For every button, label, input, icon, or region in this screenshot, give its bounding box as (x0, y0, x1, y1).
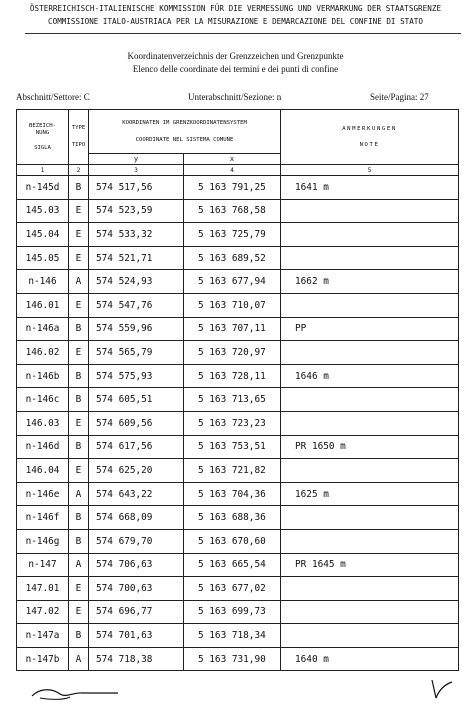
point-note: 1662 m (281, 270, 459, 294)
point-designation: 147.01 (17, 577, 69, 601)
table-row (17, 388, 459, 412)
point-note (281, 388, 459, 412)
coordinate-x: 5 163 725,79 (184, 223, 281, 247)
coordinate-x: 5 163 665,54 (184, 553, 281, 577)
point-designation: 146.03 (17, 411, 69, 435)
coordinate-y: 574 521,71 (89, 246, 184, 270)
coordinate-y: 574 609,56 (89, 411, 184, 435)
point-type: E (69, 411, 89, 435)
designation-header-de: BEZEICH-NUNG (29, 122, 56, 136)
point-type: A (69, 482, 89, 506)
coordinate-x: 5 163 677,94 (184, 270, 281, 294)
point-designation: 145.04 (17, 223, 69, 247)
table-row (17, 293, 459, 317)
point-note: PP (281, 317, 459, 341)
table-row (17, 223, 459, 247)
coordinates-header-it: COORDINATE NEL SISTEMA COMUNE (135, 136, 234, 143)
point-designation: n-146 (17, 270, 69, 294)
point-designation: n-145d (17, 176, 69, 200)
point-type: E (69, 600, 89, 624)
document-title-it: Elenco delle coordinate dei termini e dei punti di confine (132, 64, 339, 74)
y-header: y (89, 154, 184, 165)
point-note (281, 506, 459, 530)
point-designation: 145.05 (17, 246, 69, 270)
coordinate-y: 574 533,32 (89, 223, 184, 247)
point-type: B (69, 364, 89, 388)
coordinate-x: 5 163 728,11 (184, 364, 281, 388)
signature-right (428, 676, 456, 702)
point-type: E (69, 459, 89, 483)
column-number: 4 (184, 165, 281, 176)
point-type: A (69, 647, 89, 671)
table-row (17, 317, 459, 341)
point-type: E (69, 293, 89, 317)
designation-header (17, 110, 69, 165)
section-label: Abschnitt/Settore: C (16, 92, 90, 102)
table-row (17, 411, 459, 435)
page-label: Seite/Pagina: 27 (370, 92, 429, 102)
coordinate-y: 574 617,56 (89, 435, 184, 459)
notes-header-it: NOTE (359, 141, 380, 148)
table-row (17, 176, 459, 200)
coordinate-y: 574 696,77 (89, 600, 184, 624)
point-note: PR 1650 m (281, 435, 459, 459)
coordinate-x: 5 163 721,82 (184, 459, 281, 483)
notes-header-de: ANMERKUNGEN (342, 125, 397, 132)
coordinate-x: 5 163 731,90 (184, 647, 281, 671)
coordinate-x: 5 163 710,07 (184, 293, 281, 317)
table-row (17, 459, 459, 483)
point-note: PR 1645 m (281, 553, 459, 577)
coordinate-x: 5 163 723,23 (184, 411, 281, 435)
point-designation: n-146g (17, 529, 69, 553)
table-row (17, 364, 459, 388)
designation-header-it: SIGLA (34, 144, 51, 151)
coordinate-x: 5 163 689,52 (184, 246, 281, 270)
point-note (281, 600, 459, 624)
coordinate-x: 5 163 699,73 (184, 600, 281, 624)
coordinate-y: 574 625,20 (89, 459, 184, 483)
commission-title-it: COMMISSIONE ITALO-AUSTRIACA PER LA MISURAZIONE E DEMARCAZIONE DEL CONFINE DI STATO (48, 17, 423, 26)
type-header-de: TYPE (71, 125, 86, 131)
header-divider (25, 33, 461, 34)
point-note (281, 459, 459, 483)
table-row (17, 577, 459, 601)
point-designation: n-147a (17, 624, 69, 648)
point-note: 1646 m (281, 364, 459, 388)
coordinate-x: 5 163 670,60 (184, 529, 281, 553)
point-note: 1641 m (281, 176, 459, 200)
table-row (17, 506, 459, 530)
coordinate-x: 5 163 688,36 (184, 506, 281, 530)
table-row (17, 553, 459, 577)
table-row (17, 199, 459, 223)
coordinate-y: 574 605,51 (89, 388, 184, 412)
point-note: 1625 m (281, 482, 459, 506)
table-row (17, 341, 459, 365)
point-designation: n-146a (17, 317, 69, 341)
coordinates-table (16, 109, 459, 671)
coordinate-y: 574 643,22 (89, 482, 184, 506)
point-type: B (69, 176, 89, 200)
point-designation: 146.04 (17, 459, 69, 483)
coordinate-y: 574 524,93 (89, 270, 184, 294)
point-type: E (69, 223, 89, 247)
point-type: B (69, 529, 89, 553)
column-number-row (17, 165, 459, 176)
point-designation: n-147b (17, 647, 69, 671)
point-type: E (69, 341, 89, 365)
column-number: 1 (17, 165, 69, 176)
coordinate-y: 574 547,76 (89, 293, 184, 317)
notes-header (281, 110, 459, 165)
coordinate-y: 574 559,96 (89, 317, 184, 341)
coordinate-y: 574 668,09 (89, 506, 184, 530)
type-header-it: TIPO (71, 142, 86, 148)
table-row (17, 435, 459, 459)
table-row (17, 529, 459, 553)
document-title-de: Koordinatenverzeichnis der Grenzzeichen und Grenzpunkte (127, 51, 344, 61)
coordinate-x: 5 163 677,02 (184, 577, 281, 601)
table-row (17, 482, 459, 506)
point-designation: n-146e (17, 482, 69, 506)
point-type: B (69, 317, 89, 341)
coordinate-x: 5 163 768,58 (184, 199, 281, 223)
point-designation: 146.02 (17, 341, 69, 365)
point-note (281, 341, 459, 365)
point-designation: 147.02 (17, 600, 69, 624)
table-row (17, 246, 459, 270)
x-header: x (184, 154, 281, 165)
subsection-label: Unterabschnitt/Sezione: n (188, 92, 282, 102)
coordinate-x: 5 163 704,36 (184, 482, 281, 506)
coordinate-y: 574 523,59 (89, 199, 184, 223)
table-row (17, 600, 459, 624)
point-note (281, 199, 459, 223)
table-header-row (17, 110, 459, 154)
point-designation: 146.01 (17, 293, 69, 317)
coordinate-y: 574 700,63 (89, 577, 184, 601)
signature-left (30, 684, 120, 702)
table-row (17, 270, 459, 294)
coordinate-y: 574 701,63 (89, 624, 184, 648)
type-header (69, 110, 89, 165)
column-number: 5 (281, 165, 459, 176)
coordinates-header (89, 110, 281, 154)
column-number: 2 (69, 165, 89, 176)
coordinates-header-de: KOORDINATEN IM GRENZKOORDINATENSYSTEM (122, 119, 247, 126)
commission-title-de: ÖSTERREICHISCH-ITALIENISCHE KOMMISSION FÜR DIE VERMESSUNG UND VERMARKUNG DER STAATSGRENZE (29, 4, 442, 13)
point-note: 1640 m (281, 647, 459, 671)
coordinate-y: 574 706,63 (89, 553, 184, 577)
coordinate-y: 574 718,38 (89, 647, 184, 671)
point-designation: n-147 (17, 553, 69, 577)
coordinate-x: 5 163 718,34 (184, 624, 281, 648)
coordinate-x: 5 163 791,25 (184, 176, 281, 200)
point-type: A (69, 553, 89, 577)
point-type: B (69, 435, 89, 459)
point-type: E (69, 577, 89, 601)
coordinate-x: 5 163 753,51 (184, 435, 281, 459)
column-number: 3 (89, 165, 184, 176)
table-row (17, 647, 459, 671)
coordinate-y: 574 517,56 (89, 176, 184, 200)
point-type: A (69, 270, 89, 294)
point-type: B (69, 388, 89, 412)
coordinate-y: 574 565,79 (89, 341, 184, 365)
point-type: B (69, 624, 89, 648)
point-designation: n-146c (17, 388, 69, 412)
point-designation: n-146f (17, 506, 69, 530)
coordinate-y: 574 679,70 (89, 529, 184, 553)
point-note (281, 246, 459, 270)
table-row (17, 624, 459, 648)
point-note (281, 577, 459, 601)
coordinate-x: 5 163 720,97 (184, 341, 281, 365)
coordinate-x: 5 163 713,65 (184, 388, 281, 412)
coordinate-y: 574 575,93 (89, 364, 184, 388)
point-designation: 145.03 (17, 199, 69, 223)
point-type: B (69, 506, 89, 530)
point-note (281, 529, 459, 553)
point-note (281, 624, 459, 648)
point-designation: n-146d (17, 435, 69, 459)
point-designation: n-146b (17, 364, 69, 388)
point-note (281, 411, 459, 435)
coordinate-x: 5 163 707,11 (184, 317, 281, 341)
point-note (281, 223, 459, 247)
point-type: E (69, 246, 89, 270)
point-type: E (69, 199, 89, 223)
point-note (281, 293, 459, 317)
